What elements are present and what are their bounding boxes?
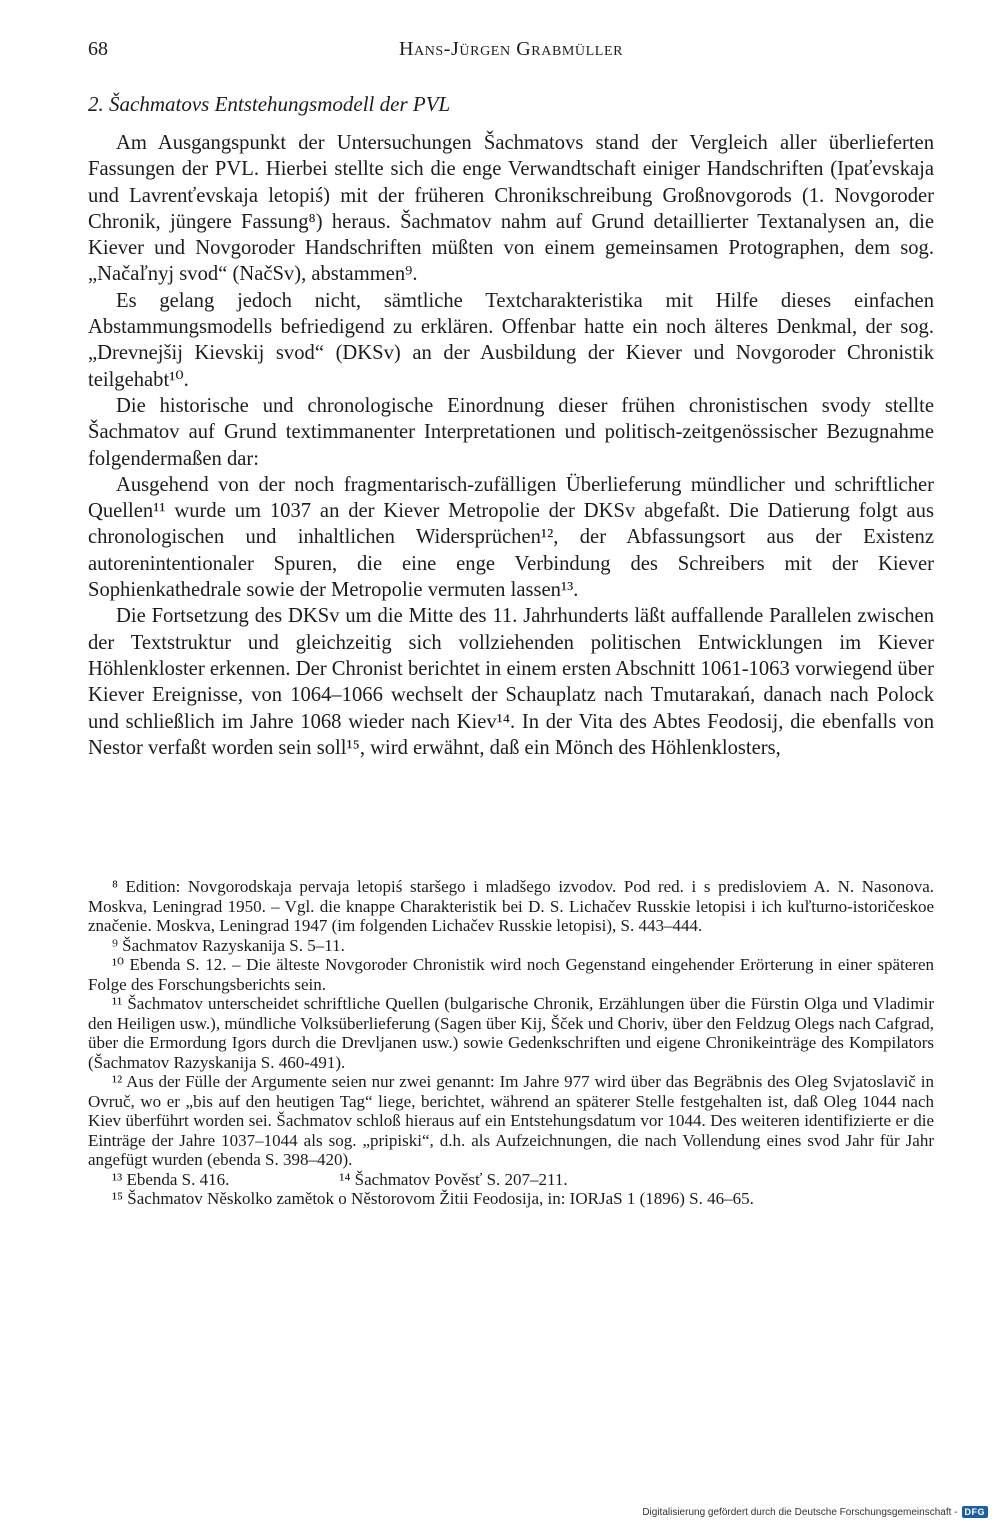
paragraph: Am Ausgangspunkt der Untersuchungen Šachmatovs stand der Vergleich aller überlieferten Fassungen der PVL. Hierbei stellte sich die enge Verwandtschaft einiger Handschriften (Ipaťevskaja und Lavrenťevskaja letopiś) mit der früheren Chronikschreibung Großnovgorods (1. Novgoroder Chronik, jüngere Fassung⁸) heraus. Šachmatov nahm auf Grund detaillierter Textanalysen an, die Kiever und Novgoroder Handschriften müßten von einem gemeinsamen Protographen, dem sog. „Načaľnyj svod“ (NačSv), abstammen⁹. — [88, 132, 934, 286]
paragraph: Die historische und chronologische Einordnung dieser frühen chronistischen svody stellte Šachmatov auf Grund textimmanenter Interpretationen und politisch-zeitgenössischer Bezugnahme folgendermaßen dar: — [88, 394, 934, 470]
dfg-logo: DFG — [962, 1506, 989, 1518]
paragraph: Es gelang jedoch nicht, sämtliche Textcharakteristika mit Hilfe dieses einfachen Abstammungsmodells befriedigend zu erklären. Offenbar hatte ein noch älteres Denkmal, der sog. „Drevnejšij Kievskij svod“ (DKSv) an der Ausbildung der Kiever und Novgoroder Chronistik teilgehabt¹⁰. — [88, 289, 934, 391]
footnote: ¹³ Ebenda S. 416. — [112, 1169, 230, 1189]
running-head: Hans-Jürgen Grabmüller — [398, 38, 624, 60]
scan-footer-text: Digitalisierung gefördert durch die Deutsche Forschungsgemeinschaft - — [642, 1506, 958, 1518]
footnote: ⁸ Edition: Novgorodskaja pervaja letopiś staršego i mladšego izvodov. Pod red. i s predisloviem A. N. Nasonova. Moskva, Leningrad 1950. – Vgl. die knappe Charakteristik bei D. S. Lichačev Russkie letopisi i ich kuľturno-istoričeskoe značenie. Moskva, Leningrad 1947 (im folgenden Lichačev Russkie letopisi), S. 443–444. — [88, 877, 934, 935]
paragraph: Die Fortsetzung des DKSv um die Mitte des 11. Jahrhunderts läßt auffallende Parallelen zwischen der Textstruktur und gleichzeitig sich vollziehenden politischen Entwicklungen im Kiever Höhlenkloster erkennen. Der Chronist berichtet in einem ersten Abschnitt 1061-1063 vorwiegend über Kiever Ereignisse, von 1064–1066 wechselt der Schauplatz nach Tmutarakań, danach nach Polock und schließlich im Jahre 1068 wieder nach Kiev¹⁴. In der Vita des Abtes Feodosij, die ebenfalls von Nestor verfaßt worden sein soll¹⁵, wird erwähnt, daß ein Mönch des Höhlenklosters, — [88, 605, 934, 759]
footnote: ⁹ Šachmatov Razyskanija S. 5–11. — [112, 935, 345, 955]
paragraph: Ausgehend von der noch fragmentarisch-zufälligen Überlieferung mündlicher und schriftlicher Quellen¹¹ wurde um 1037 an der Kiever Metropolie der DKSv abgefaßt. Die Datierung folgt aus chronologischen und inhaltlichen Widersprüchen¹², der Abfassungsort aus der Existenz autorenintentionaler Spuren, die eine enge Verbindung des Schreibers mit der Kiever Sophienkathedrale sowie der Metropolie vermuten lassen¹³. — [88, 473, 934, 602]
page-header — [88, 38, 934, 64]
footnote: ¹² Aus der Fülle der Argumente seien nur zwei genannt: Im Jahre 977 wird über das Begräbnis des Oleg Svjatoslavič in Ovruč, wo er „bis auf den heutigen Tag“ liege, berichtet, während an späterer Stelle festgehalten ist, daß Oleg 1044 nach Kiev überführt worden sei. Šachmatov schloß hieraus auf ein Entstehungsdatum vor 1044. Des weiteren identifizierte er die Einträge der Jahre 1037–1044 als sog. „pripiski“, d.h. als Aufzeichnungen, die nach Vollendung eines svod Jahr für Jahr angefügt wurden (ebenda S. 398–420). — [88, 1072, 934, 1169]
footnote: ¹⁰ Ebenda S. 12. – Die älteste Novgoroder Chronistik wird noch Gegenstand eingehender Erörterung in einer späteren Folge des Forschungsberichts sein. — [88, 955, 934, 994]
footnote: ¹⁴ Šachmatov Pověsť S. 207–211. — [339, 1169, 568, 1189]
section-title: 2. Šachmatovs Entstehungsmodell der PVL — [88, 92, 451, 116]
footnotes — [88, 877, 934, 1209]
footnote: ¹⁵ Šachmatov Něskolko zamětok o Něstorovom Žitii Feodosija, in: IORJaS 1 (1896) S. 46–65. — [112, 1189, 754, 1208]
scan-footer — [642, 1506, 988, 1518]
footnote: ¹¹ Šachmatov unterscheidet schriftliche Quellen (bulgarische Chronik, Erzählungen über die Fürstin Olga und Vladimir den Heiligen usw.), mündliche Volksüberlieferung (Sagen über Kij, Šček und Choriv, über den Feldzug Olegs nach Cafgrad, über die Ermordung Igors durch die Drevljanen usw.) sowie Gedenkschriften und eigene Chronikeinträge des Kompilators (Šachmatov Razyskanija S. 460-491). — [88, 994, 934, 1072]
body-text — [88, 130, 934, 761]
footnote-row — [88, 1170, 934, 1190]
page-number: 68 — [88, 38, 108, 60]
